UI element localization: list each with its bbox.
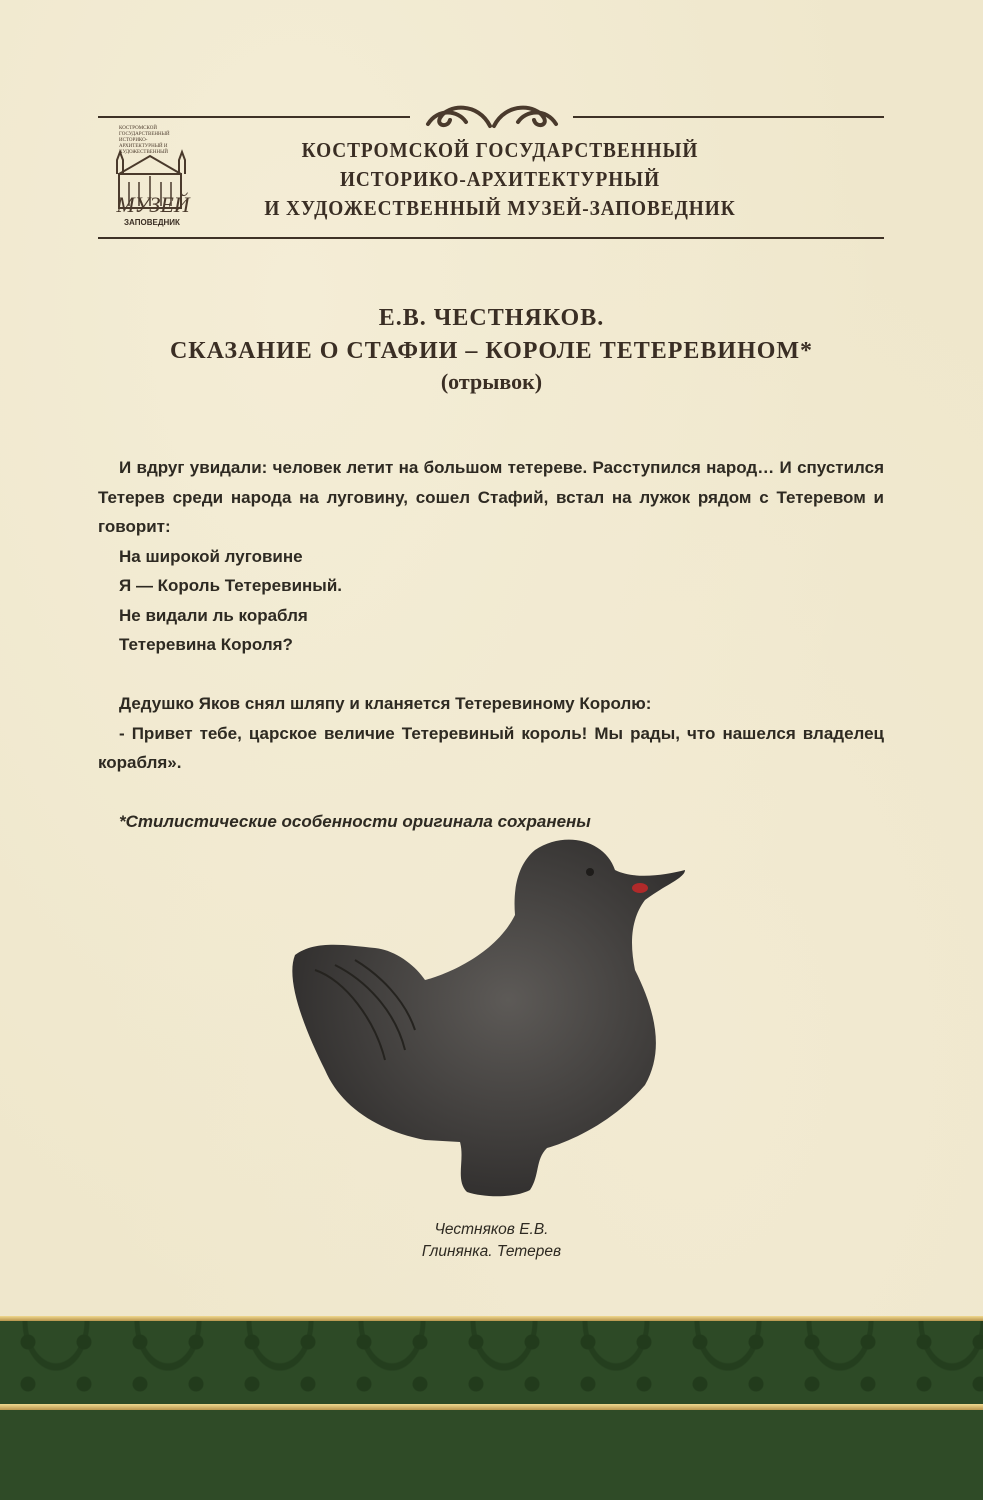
footer-ornamental-band <box>0 1321 983 1404</box>
clay-grouse-figurine-image <box>285 830 695 1200</box>
verse-line: Тетеревина Короля? <box>119 635 293 654</box>
verse-line: Я — Король Тетеревиный. <box>119 576 342 595</box>
image-caption <box>0 1219 983 1263</box>
header-top-rule-left <box>98 116 410 118</box>
logo-top-text: КОСТРОМСКОЙ ГОСУДАРСТВЕННЫЙ ИСТОРИКО-АРХИТЕКТУРНЫЙ И ХУДОЖЕСТВЕННЫЙ <box>119 126 170 155</box>
paragraph: Дедушко Яков снял шляпу и кланяется Тетеревиному Королю: <box>119 694 652 713</box>
verse-line: На широкой луговине <box>119 546 303 566</box>
paragraph: И вдруг увидали: человек летит на большом тетереве. Расступился народ… И спустился Тетерев среди народа на луговину, сошел Стафий, встал на лужок рядом с Тетеревом и говорит: <box>98 458 884 536</box>
museum-name <box>224 136 776 223</box>
story-text <box>98 453 884 837</box>
logo-script-text: МУЗЕЙ <box>116 192 190 217</box>
title-note: (отрывок) <box>440 369 543 394</box>
footer-green-band <box>0 1410 983 1500</box>
header-top-rule-right <box>573 116 884 118</box>
caption-line: Глинянка. Тетерев <box>421 1243 562 1260</box>
logo-bottom-text: ЗАПОВЕДНИК <box>124 218 180 227</box>
ornament-icon <box>418 98 566 134</box>
museum-logo <box>103 126 203 232</box>
verse-line: Не видали ль корабля <box>119 605 308 625</box>
museum-name-line: ИСТОРИКО-АРХИТЕКТУРНЫЙ <box>339 167 661 191</box>
title-author: Е.В. ЧЕСТНЯКОВ. <box>378 305 605 331</box>
museum-name-line: КОСТРОМСКОЙ ГОСУДАРСТВЕННЫЙ <box>301 138 699 162</box>
footnote: *Стилистические особенности оригинала сохранены <box>119 812 591 831</box>
caption-line: Честняков Е.В. <box>434 1221 549 1238</box>
page-title <box>0 302 983 396</box>
museum-name-line: И ХУДОЖЕСТВЕННЫЙ МУЗЕЙ-ЗАПОВЕДНИК <box>264 196 736 220</box>
header-bottom-rule <box>98 237 884 239</box>
title-work: СКАЗАНИЕ О СТАФИИ – КОРОЛЕ ТЕТЕРЕВИНОМ* <box>169 338 814 364</box>
paragraph: - Привет тебе, царское величие Тетеревиный король! Мы рады, что нашелся владелец корабля». <box>98 723 884 772</box>
